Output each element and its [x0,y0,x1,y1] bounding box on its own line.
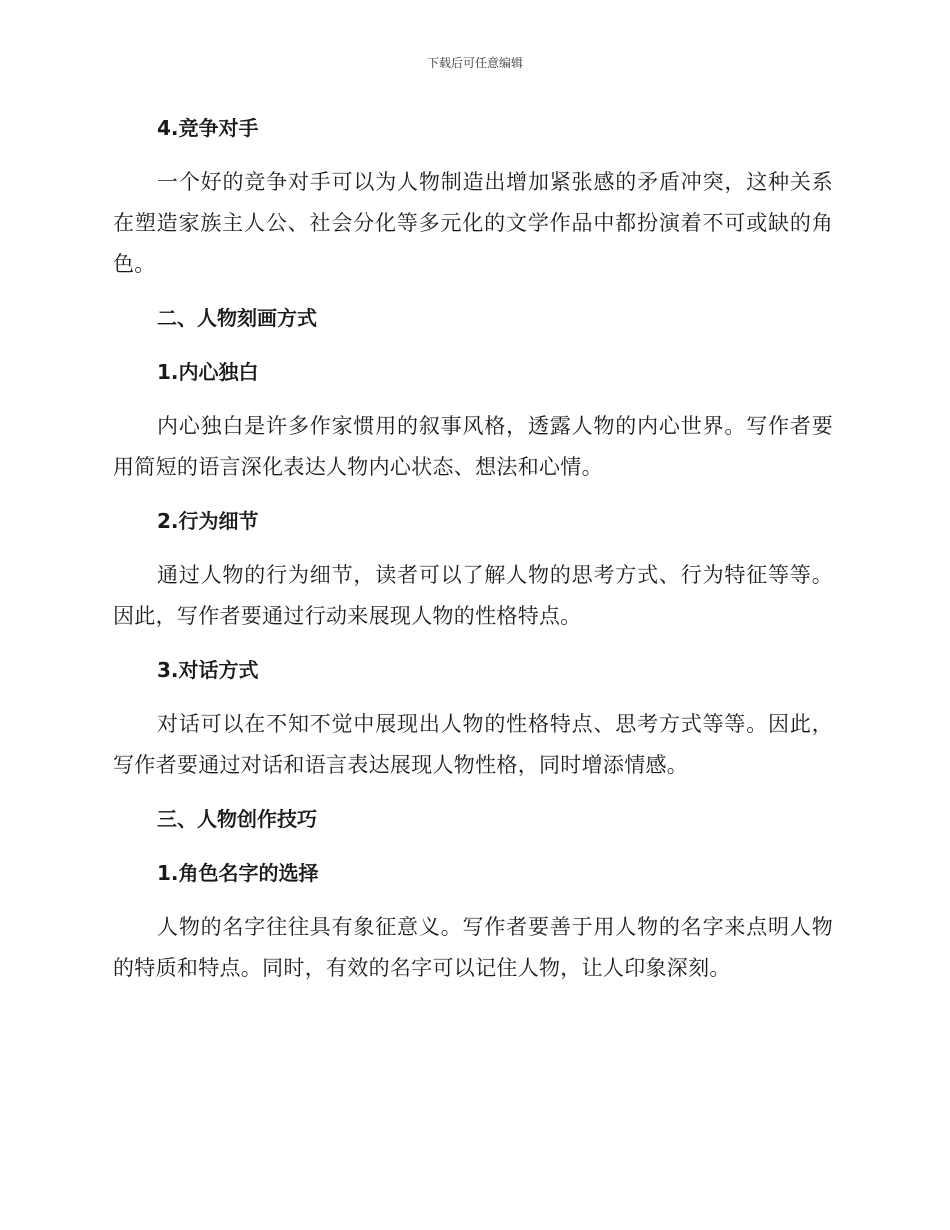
paragraph-dialogue: 对话可以在不知不觉中展现出人物的性格特点、思考方式等等。因此，写作者要通过对话和语言表达展现人物性格，同时增添情感。 [113,712,833,777]
section-heading-dialogue: 3.对话方式 [157,658,259,682]
paragraph-monologue: 内心独白是许多作家惯用的叙事风格，透露人物的内心世界。写作者要用简短的语言深化表达人物内心状态、想法和心情。 [113,414,833,479]
section-heading-behavior: 2.行为细节 [157,509,259,533]
paragraph-behavior: 通过人物的行为细节，读者可以了解人物的思考方式、行为特征等等。因此，写作者要通过行动来展现人物的性格特点。 [113,563,833,628]
document-body [113,108,833,1002]
section-heading-names: 1.角色名字的选择 [157,861,319,885]
section-heading-competitor: 4.竞争对手 [157,116,259,140]
chapter-heading-techniques: 三、人物创作技巧 [157,807,317,831]
header-note: 下载后可任意编辑 [426,56,523,70]
paragraph-names: 人物的名字往往具有象征意义。写作者要善于用人物的名字来点明人物的特质和特点。同时，有效的名字可以记住人物，让人印象深刻。 [113,915,833,980]
chapter-heading-characterization: 二、人物刻画方式 [157,306,317,330]
paragraph-competitor: 一个好的竞争对手可以为人物制造出增加紧张感的矛盾冲突，这种关系在塑造家族主人公、社会分化等多元化的文学作品中都扮演着不可或缺的角色。 [113,170,833,276]
section-heading-monologue: 1.内心独白 [157,360,259,384]
